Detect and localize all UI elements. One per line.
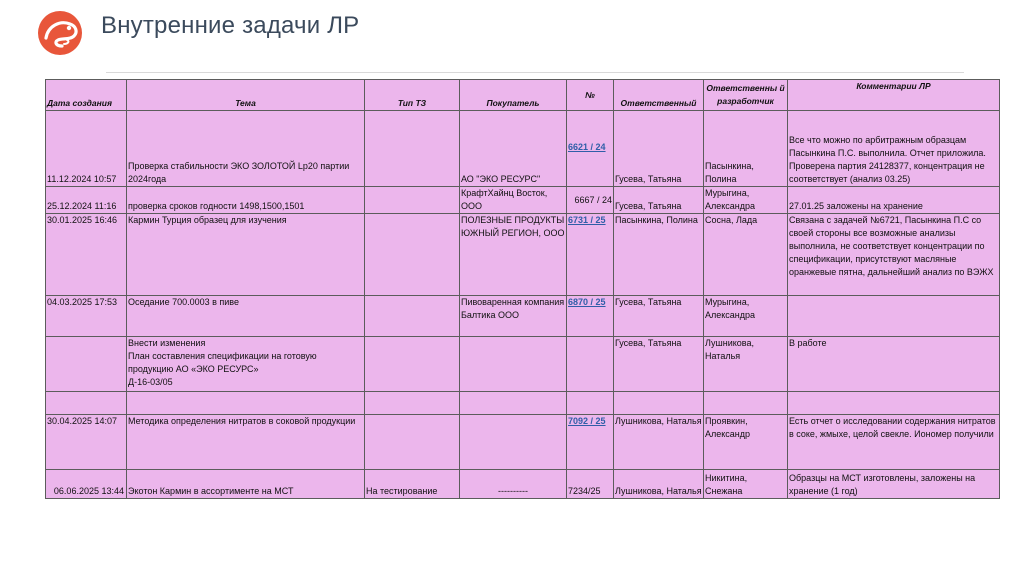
cell-responsible: Гусева, Татьяна [614, 111, 704, 187]
cell-date [46, 337, 127, 392]
cell-buyer: АО "ЭКО РЕСУРС" [460, 111, 567, 187]
cell-developer: Никитина, Снежана [704, 470, 788, 499]
cell-date: 11.12.2024 10:57 [46, 111, 127, 187]
cell-buyer: ---------- [460, 470, 567, 499]
cell-comment: В работе [788, 337, 1000, 392]
topic-line: Внести изменения [128, 338, 206, 348]
cell-responsible: Пасынкина, Полина [614, 214, 704, 296]
cell-topic: проверка сроков годности 1498,1500,1501 [127, 187, 365, 214]
cell-type [365, 187, 460, 214]
table-header-row [46, 80, 1000, 111]
cell-topic [127, 337, 365, 392]
cell-type [365, 214, 460, 296]
table-row [46, 415, 1000, 470]
header-comment: Комментарии ЛР [788, 80, 1000, 111]
cell-type [365, 337, 460, 392]
cell-topic: Методика определения нитратов в соковой продукции [127, 415, 365, 470]
cell-type [365, 111, 460, 187]
cell-topic: Экотон Кармин в ассортименте на МСТ [127, 470, 365, 499]
header-topic: Тема [127, 80, 365, 111]
table-row [46, 214, 1000, 296]
header-number: № [567, 80, 614, 111]
table-row [46, 337, 1000, 392]
cell-buyer: Пивоваренная компания Балтика ООО [460, 296, 567, 337]
topic-line: План составления спецификации на готовую продукцию АО «ЭКО РЕСУРС» [128, 351, 317, 374]
topic-line: Д-16-03/05 [128, 377, 173, 387]
title-divider [106, 72, 964, 73]
cell-number: 7234/25 [567, 470, 614, 499]
cell-date: 30.01.2025 16:46 [46, 214, 127, 296]
cell-type: На тестирование [365, 470, 460, 499]
table-row [46, 111, 1000, 187]
cell-responsible: Лушникова, Наталья [614, 415, 704, 470]
cell-comment: Есть отчет о исследовании содержания нитратов в соке, жмыхе, целой свекле. Иономер получили [788, 415, 1000, 470]
header-developer: Ответственны й разработчик [704, 80, 788, 111]
cell-comment [788, 296, 1000, 337]
cell-date: 04.03.2025 17:53 [46, 296, 127, 337]
cell-buyer [460, 415, 567, 470]
task-link[interactable]: 6731 / 25 [568, 215, 606, 225]
cell-developer: Пасынкина, Полина [704, 111, 788, 187]
empty-row [46, 392, 1000, 415]
cell-type [365, 296, 460, 337]
cell-topic: Проверка стабильности ЭКО ЗОЛОТОЙ Lp20 партии 2024года [127, 111, 365, 187]
chameleon-logo-icon [34, 10, 86, 56]
cell-comment: 27.01.25 заложены на хранение [788, 187, 1000, 214]
cell-developer: Проявкин, Александр [704, 415, 788, 470]
cell-comment: Связана с задачей №6721, Пасынкина П.С со своей стороны все возможные анализы выполнила, не соответствует концентрации по спецификации, присутствуют масляные оранжевые пятна, дальнейший анализ по ВЭЖХ [788, 214, 1000, 296]
table-row [46, 470, 1000, 499]
page-title: Внутренние задачи ЛР [101, 12, 360, 39]
cell-date: 25.12.2024 11:16 [46, 187, 127, 214]
cell-buyer: ПОЛЕЗНЫЕ ПРОДУКТЫ ЮЖНЫЙ РЕГИОН, ООО [460, 214, 567, 296]
table-row [46, 187, 1000, 214]
cell-developer: Сосна, Лада [704, 214, 788, 296]
task-link[interactable]: 7092 / 25 [568, 416, 606, 426]
cell-responsible: Гусева, Татьяна [614, 187, 704, 214]
cell-buyer: КрафтХайнц Восток, ООО [460, 187, 567, 214]
cell-responsible: Лушникова, Наталья [614, 470, 704, 499]
cell-developer: Лушникова, Наталья [704, 337, 788, 392]
cell-date: 30.04.2025 14:07 [46, 415, 127, 470]
cell-responsible: Гусева, Татьяна [614, 337, 704, 392]
header-date: Дата создания [46, 80, 127, 111]
header-type: Тип ТЗ [365, 80, 460, 111]
cell-developer: Мурыгина, Александра [704, 187, 788, 214]
cell-type [365, 415, 460, 470]
cell-comment: Все что можно по арбитражным образцам Пасынкина П.С. выполнила. Отчет приложила. Проверена партия 24128377, концентрация не соответствует (анализ 03.25) [788, 111, 1000, 187]
task-link[interactable]: 6870 / 25 [568, 297, 606, 307]
cell-comment: Образцы на МСТ изготовлены, заложены на хранение (1 год) [788, 470, 1000, 499]
tasks-table [45, 79, 1000, 499]
cell-number: 6667 / 24 [567, 187, 614, 214]
cell-topic: Оседание 700.0003 в пиве [127, 296, 365, 337]
table-row [46, 296, 1000, 337]
cell-buyer [460, 337, 567, 392]
cell-topic: Кармин Турция образец для изучения [127, 214, 365, 296]
header-buyer: Покупатель [460, 80, 567, 111]
cell-responsible: Гусева, Татьяна [614, 296, 704, 337]
header-responsible: Ответственный [614, 80, 704, 111]
cell-date: 06.06.2025 13:44 [46, 470, 127, 499]
task-link[interactable]: 6621 / 24 [568, 142, 606, 152]
cell-number [567, 337, 614, 392]
cell-developer: Мурыгина, Александра [704, 296, 788, 337]
